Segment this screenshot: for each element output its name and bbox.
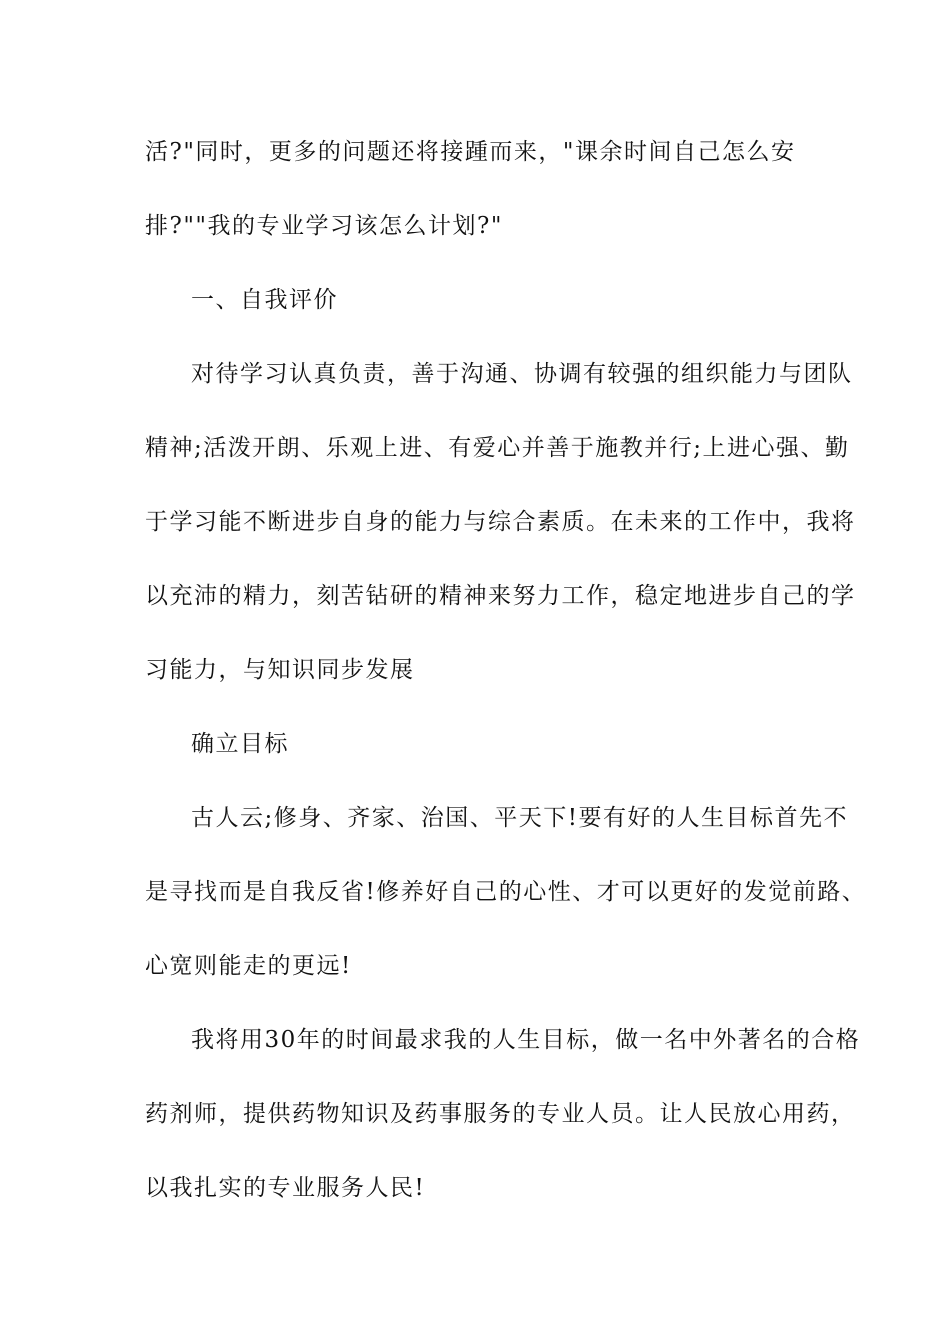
text-line: 于学习能不断进步自身的能力与综合素质。在未来的工作中，我将 [145,509,856,535]
document-body [145,115,867,1225]
text-line: 古人云;修身、齐家、治国、平天下!要有好的人生目标首先不 [191,805,848,831]
text-line: 心宽则能走的更远! [145,953,352,979]
text-line: 对待学习认真负责，善于沟通、协调有较强的组织能力与团队 [191,361,853,387]
text-line: 我将用30年的时间最求我的人生目标，做一名中外著名的合格 [191,1027,861,1053]
text-line: 排?""我的专业学习该怎么计划?" [145,213,503,239]
text-line: 以充沛的精力，刻苦钻研的精神来努力工作，稳定地进步自己的学 [145,583,856,609]
text-line: 习能力，与知识同步发展 [145,657,415,683]
text-line: 活?"同时，更多的问题还将接踵而来，"课余时间自己怎么安 [145,139,796,165]
text-line: 以我扎实的专业服务人民! [145,1175,426,1201]
section-heading-set-goals: 确立目标 [191,731,289,757]
text-line: 精神;活泼开朗、乐观上进、有爱心并善于施教并行;上进心强、勤 [145,435,850,461]
section-heading-self-evaluation: 一、自我评价 [191,287,338,313]
text-line: 是寻找而是自我反省!修养好自己的心性、才可以更好的发觉前路、 [145,879,867,905]
text-line: 药剂师，提供药物知识及药事服务的专业人员。让人民放心用药， [145,1101,856,1127]
